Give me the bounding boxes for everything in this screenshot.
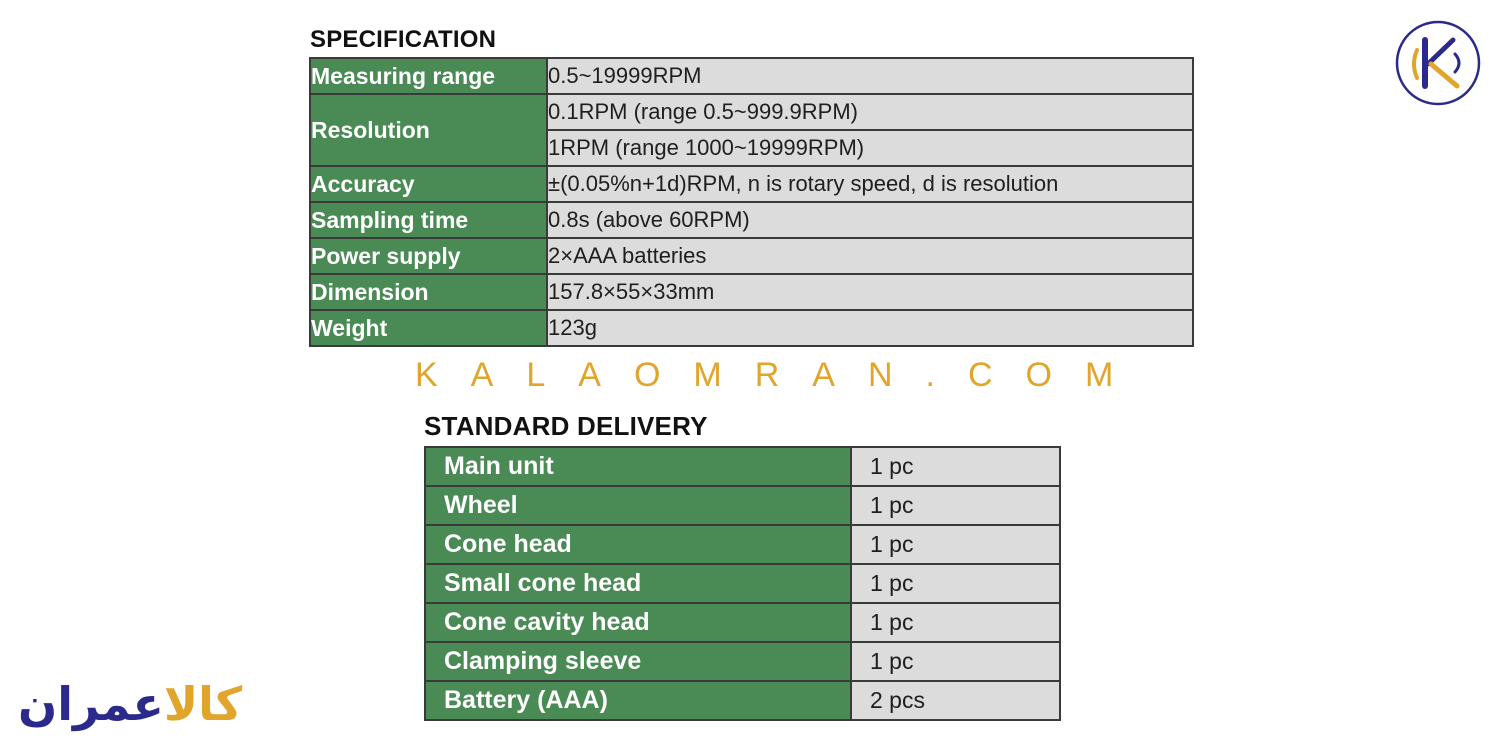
table-row [310, 94, 1193, 130]
brand-logo-part2: عمران [18, 677, 164, 731]
spec-label: Accuracy [310, 166, 547, 202]
standard-delivery-title: STANDARD DELIVERY [424, 411, 708, 441]
standard-delivery-table [424, 446, 1061, 721]
spec-value: 157.8×55×33mm [547, 274, 1193, 310]
k-monogram-icon [1395, 20, 1481, 106]
spec-value: ±(0.05%n+1d)RPM, n is rotary speed, d is resolution [547, 166, 1193, 202]
watermark-text: KALAOMRAN.COM [415, 356, 1147, 394]
delivery-item-label: Wheel [425, 486, 851, 525]
table-row [310, 310, 1193, 346]
table-row [310, 238, 1193, 274]
delivery-item-qty: 1 pc [851, 525, 1060, 564]
table-row [425, 642, 1060, 681]
spec-value: 0.5~19999RPM [547, 58, 1193, 94]
specification-table [309, 57, 1194, 347]
spec-label: Sampling time [310, 202, 547, 238]
delivery-item-qty: 2 pcs [851, 681, 1060, 720]
spec-label: Dimension [310, 274, 547, 310]
delivery-item-qty: 1 pc [851, 603, 1060, 642]
specification-title: SPECIFICATION [310, 26, 497, 53]
table-row [310, 202, 1193, 238]
brand-logo-text [18, 676, 258, 732]
spec-value: 1RPM (range 1000~19999RPM) [547, 130, 1193, 166]
spec-label: Resolution [310, 94, 547, 166]
delivery-item-qty: 1 pc [851, 642, 1060, 681]
spec-label: Weight [310, 310, 547, 346]
spec-label: Power supply [310, 238, 547, 274]
delivery-item-qty: 1 pc [851, 564, 1060, 603]
delivery-item-label: Cone head [425, 525, 851, 564]
table-row [425, 681, 1060, 720]
table-row [425, 525, 1060, 564]
spec-value: 0.1RPM (range 0.5~999.9RPM) [547, 94, 1193, 130]
table-row [425, 447, 1060, 486]
table-row [425, 603, 1060, 642]
spec-value: 2×AAA batteries [547, 238, 1193, 274]
table-row [310, 58, 1193, 94]
delivery-item-qty: 1 pc [851, 486, 1060, 525]
delivery-item-qty: 1 pc [851, 447, 1060, 486]
delivery-item-label: Main unit [425, 447, 851, 486]
table-row [425, 486, 1060, 525]
brand-logo [18, 676, 258, 732]
delivery-item-label: Small cone head [425, 564, 851, 603]
brand-logo-part1: کالا [163, 677, 243, 731]
delivery-item-label: Battery (AAA) [425, 681, 851, 720]
spec-label: Measuring range [310, 58, 547, 94]
spec-value: 123g [547, 310, 1193, 346]
delivery-item-label: Clamping sleeve [425, 642, 851, 681]
table-row [310, 166, 1193, 202]
delivery-item-label: Cone cavity head [425, 603, 851, 642]
spec-value: 0.8s (above 60RPM) [547, 202, 1193, 238]
table-row [425, 564, 1060, 603]
table-row [310, 274, 1193, 310]
